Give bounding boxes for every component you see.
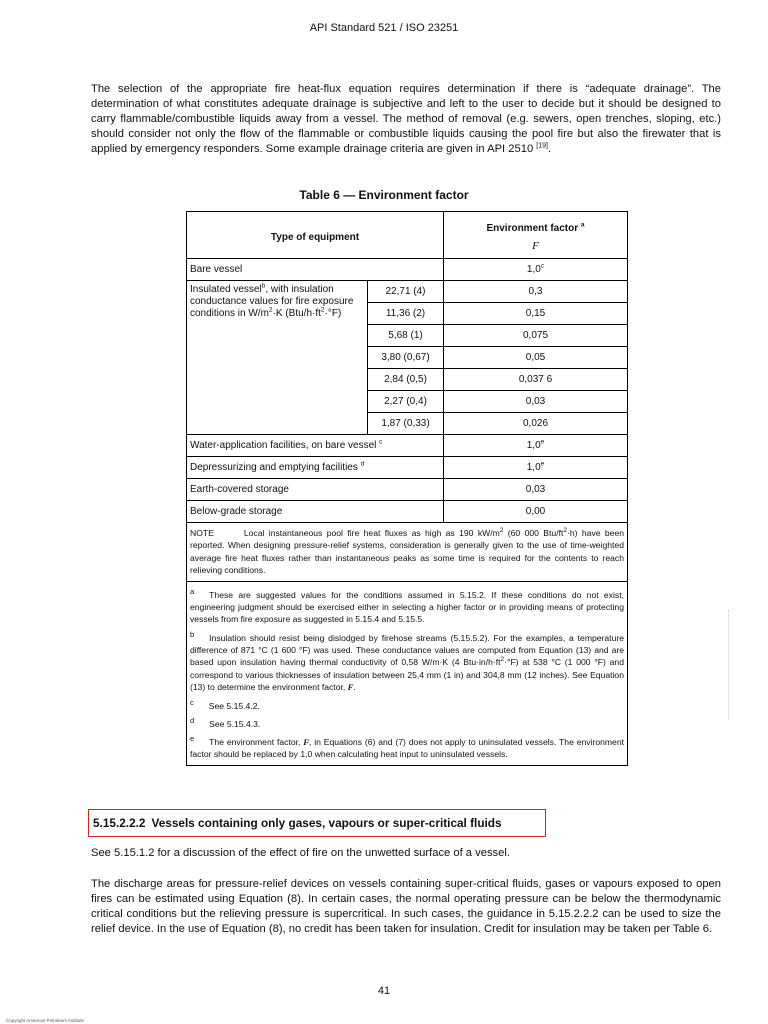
note-text: Local instantaneous pool fire heat fluxes as high as 190 kW/m <box>243 528 500 538</box>
footnote-mark-a: a <box>580 221 585 229</box>
paragraph-drainage-text: The selection of the appropriate fire heat-flux equation requires determination if there is “adequate drainage”. The determination of what constitutes adequate drainage is subjective and left to the user to decide but it should be designed to carry flammable/combustible liquids away from a vessel. The method of removal (e.g. sewers, open trenches, sloping, etc.) should consider not only the flow of the flammable or combustible liquids causing the pool fire but also the firewater that is applied by emergency responders. Some example drainage criteria are given in API 2510 <box>91 83 721 155</box>
cell-factor: 0,026 <box>444 413 628 435</box>
copyright-notice: Copyright American Petroleum Institute <box>6 1018 85 1023</box>
cell-below-grade-value: 0,00 <box>444 501 628 523</box>
cell-water-application <box>187 435 444 457</box>
insulated-sup: 2 <box>268 306 273 314</box>
footnote-e-text: The environment factor, <box>209 736 304 747</box>
footnote-d <box>190 715 624 730</box>
cell-depressurizing <box>187 457 444 479</box>
header-environment-factor-label: Environment factor <box>486 222 579 234</box>
cell-conductance: 2,27 (0,4) <box>368 391 444 413</box>
table-row-note <box>187 523 628 582</box>
footnote-mark-b: b <box>261 282 266 290</box>
footnote-a-mark: a <box>190 586 195 596</box>
cell-factor: 0,05 <box>444 347 628 369</box>
page-header: API Standard 521 / ISO 23251 <box>309 22 459 34</box>
environment-factor-table <box>186 211 628 766</box>
table-row-bare-vessel <box>187 259 628 281</box>
table-header-row <box>187 212 628 259</box>
table-title: Table 6 — Environment factor <box>299 188 469 202</box>
insulated-label-b: , with insulation conductance values for fire exposure conditions in W/m <box>190 284 354 319</box>
cell-conductance: 5,68 (1) <box>368 325 444 347</box>
footnote-mark-d: d <box>360 460 365 468</box>
depressurizing-value: 1,0 <box>526 462 541 473</box>
insulated-sup2: 2 <box>320 306 325 314</box>
footnote-mark-e: e <box>540 438 545 446</box>
cell-conductance: 1,87 (0,33) <box>368 413 444 435</box>
bare-vessel-value: 1,0 <box>526 264 541 275</box>
footnote-b-text: Insulation should resist being dislodged by firehose streams (5.15.5.2). For the examples, a temperature difference of 871 °C (1 600 °F) was used. These conductance values are computed from Equation (13) and are based upon insulation having thermal conductivity of 0,58 W/m·K (4 Btu·in/h·ft <box>190 632 624 668</box>
paragraph-unwetted: See 5.15.1.2 for a discussion of the effect of fire on the unwetted surface of a vessel. <box>91 847 510 859</box>
depressurizing-label: Depressurizing and emptying facilities <box>190 462 358 473</box>
footnote-b-mark: b <box>190 629 195 639</box>
table-row-insulated <box>187 281 628 303</box>
cell-earth-covered: Earth-covered storage <box>187 479 444 501</box>
note-sup2: 2 <box>563 527 567 535</box>
table-footnotes <box>187 581 628 765</box>
table-row-footnotes <box>187 581 628 765</box>
section-number: 5.15.2.2.2 <box>93 816 146 830</box>
cell-earth-covered-value: 0,03 <box>444 479 628 501</box>
margin-watermark <box>728 610 731 720</box>
symbol-F: F <box>347 682 354 693</box>
header-type-of-equipment: Type of equipment <box>187 212 444 259</box>
footnote-mark-c: c <box>540 262 545 270</box>
cell-bare-vessel-value <box>444 259 628 281</box>
insulated-label-c: ·K (Btu/h·ft <box>272 308 321 319</box>
footnote-mark-e: e <box>540 460 545 468</box>
section-title: Vessels containing only gases, vapours or super-critical fluids <box>151 816 502 830</box>
footnote-e <box>190 733 624 761</box>
note-label: NOTE <box>190 528 214 538</box>
footnote-c-mark: c <box>190 697 194 707</box>
footnote-c-text: See 5.15.4.2. <box>208 700 260 711</box>
cell-depressurizing-value <box>444 457 628 479</box>
cell-factor: 0,03 <box>444 391 628 413</box>
table-note <box>187 523 628 582</box>
cell-insulated-vessel <box>187 281 368 435</box>
footnote-a-text: These are suggested values for the conditions assumed in 5.15.2. If these conditions do not exist, engineering judgment should be exercised either in selecting a higher factor or in providing means of protecting vessels from fire exposure as suggested in 5.15.4 and 5.15.5. <box>190 589 624 625</box>
cell-bare-vessel: Bare vessel <box>187 259 444 281</box>
cell-conductance: 3,80 (0,67) <box>368 347 444 369</box>
footnote-b-text-b: ·°F) at 538 °C (1 000 °F) and correspond to various thicknesses of insulation between 25,4 mm (1 in) and 304,8 mm (12 inches). See Equation (13) to determine the environment factor, <box>190 657 624 693</box>
footnote-b-end: . <box>353 682 356 693</box>
footnote-d-text: See 5.15.4.3. <box>209 718 261 729</box>
paragraph-discharge-areas: The discharge areas for pressure-relief devices on vessels containing super-critical fluids, gases or vapours exposed to open fires can be estimated using Equation (8). In certain cases, the normal operating pressure can be below the thermodynamic critical conditions but the relieving pressure is supercritical. In such cases, the guidance in 5.15.2.2.2 can be used to size the relief device. In the use of Equation (8), no credit has been taken for insulation. Credit for insulation may be taken per Table 6. <box>91 878 721 935</box>
note-sup: 2 <box>499 527 504 535</box>
section-heading <box>88 809 546 837</box>
paragraph-drainage-end: . <box>547 143 552 155</box>
footnote-b <box>190 629 624 694</box>
paragraph-drainage <box>91 82 721 157</box>
cell-water-application-value <box>444 435 628 457</box>
symbol-F: F <box>303 736 309 747</box>
water-application-label: Water-application facilities, on bare vessel <box>190 440 377 451</box>
cell-factor: 0,3 <box>444 281 628 303</box>
page-number: 41 <box>377 985 391 997</box>
footnote-e-mark: e <box>190 734 195 744</box>
table-row-water-application <box>187 435 628 457</box>
reference-19[interactable]: [19] <box>536 142 548 150</box>
cell-conductance: 2,84 (0,5) <box>368 369 444 391</box>
footnote-a <box>190 586 624 626</box>
footnote-b-sup: 2 <box>500 656 505 664</box>
footnote-c <box>190 697 624 712</box>
cell-below-grade: Below-grade storage <box>187 501 444 523</box>
table-row-depressurizing <box>187 457 628 479</box>
symbol-F: F <box>532 239 539 252</box>
footnote-mark-c: c <box>379 438 383 446</box>
header-environment-factor <box>444 212 628 259</box>
insulated-label: Insulated vessel <box>190 284 262 295</box>
cell-factor: 0,075 <box>444 325 628 347</box>
insulated-label-d: ·°F) <box>324 308 342 319</box>
cell-conductance: 11,36 (2) <box>368 303 444 325</box>
footnote-d-mark: d <box>190 715 195 725</box>
note-text-b: (60 000 Btu/ft <box>503 528 564 538</box>
water-application-value: 1,0 <box>526 440 541 451</box>
footnote-e-text-b: , in Equations (6) and (7) does not apply to uninsulated vessels. The environment factor should be replaced by 1,0 when calculating heat input to uninsulated vessels. <box>190 736 624 760</box>
note-text-c: ·h) have been reported. When designing pressure-relief systems, consideration is generally given to the use of time-weighted average fire heat fluxes rather than instantaneous peaks as some time is required for the contents to reach relieving conditions. <box>190 528 625 576</box>
cell-conductance: 22,71 (4) <box>368 281 444 303</box>
table-row-below-grade <box>187 501 628 523</box>
cell-factor: 0,037 6 <box>444 369 628 391</box>
table-row-earth-covered <box>187 479 628 501</box>
cell-factor: 0,15 <box>444 303 628 325</box>
